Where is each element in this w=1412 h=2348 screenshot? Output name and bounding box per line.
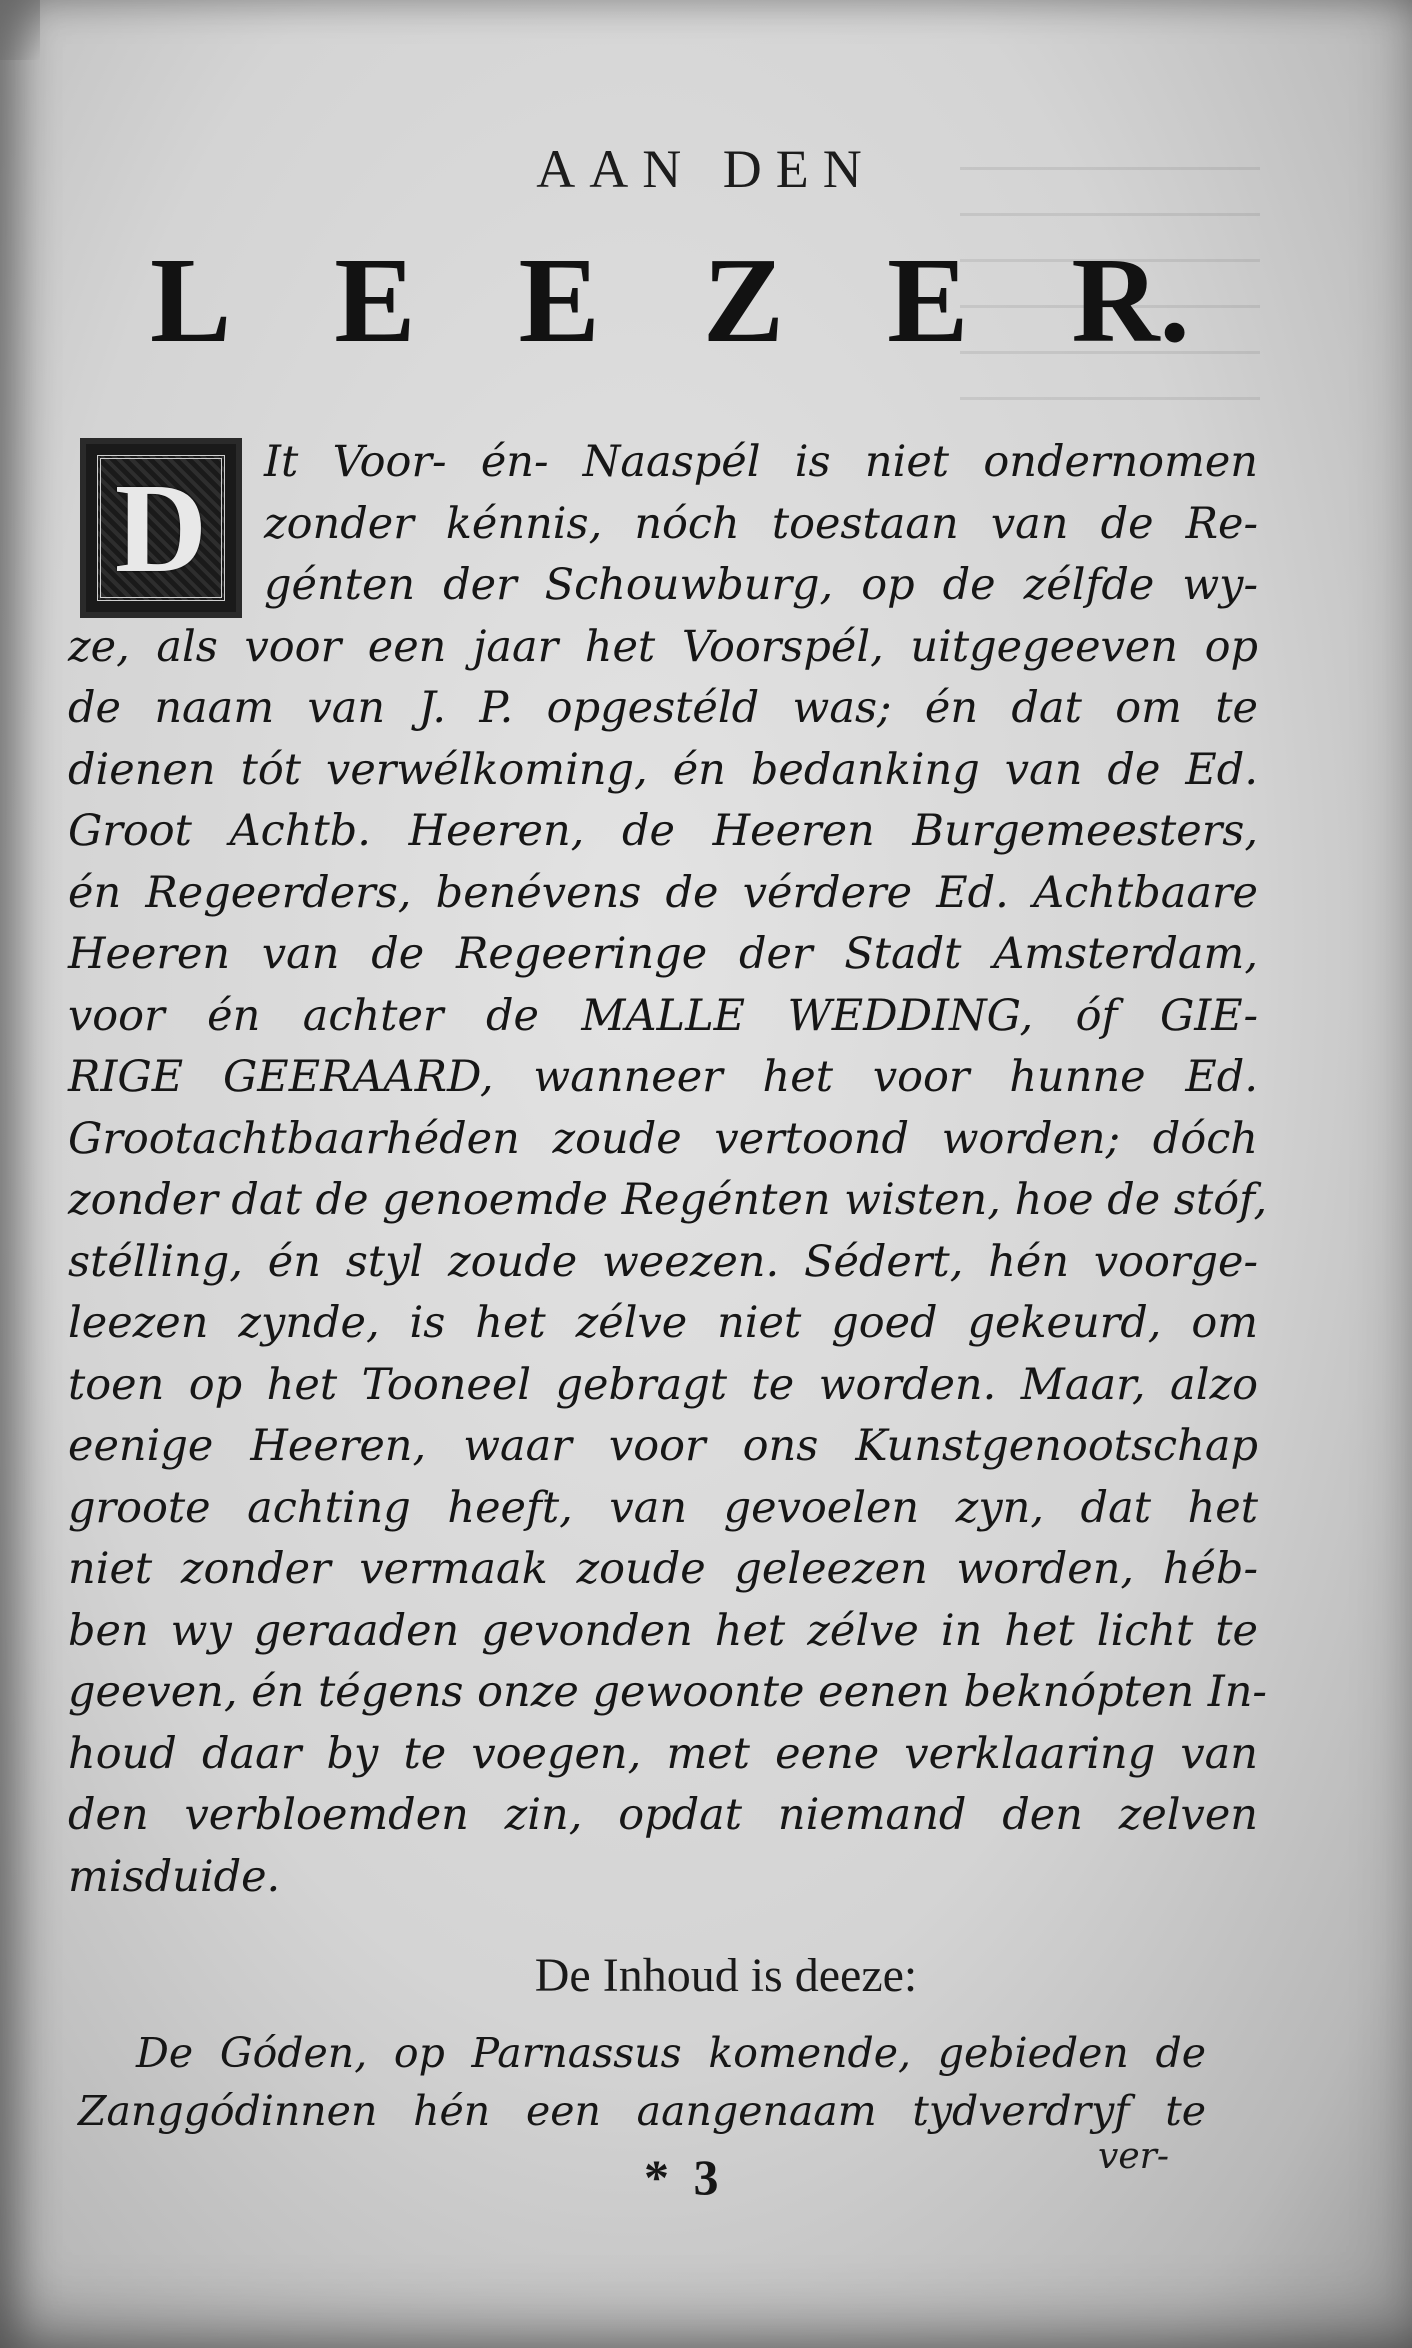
catchword: ver- [1098, 2136, 1170, 2177]
page-corner-shadow [0, 0, 40, 60]
text-line: stélling, én styl zoude weezen. Sédert, hén voorge- [68, 1236, 1258, 1287]
heading-letter: Z [702, 233, 785, 368]
text-line: RIGE GEERAARD, wanneer het voor hunne Ed. [68, 1052, 1258, 1102]
heading-letter: E [518, 233, 600, 368]
text-line: dienen tót verwélkoming, én bedanking van de Ed. [68, 744, 1258, 795]
text-line: Zanggódinnen hén een aangenaam tydverdryf te [78, 2087, 1206, 2135]
heading-aan-den: AAN DEN [536, 139, 876, 199]
text-line: zonder dat de genoemde Regénten wisten, hoe de stóf, [68, 1175, 1268, 1225]
signature-mark: * 3 [644, 2149, 725, 2205]
text-line: de naam van J. P. opgestéld was; én dat om te [68, 683, 1258, 733]
text-line: Grootachtbaarhéden zoude vertoond worden; dóch [68, 1113, 1258, 1164]
text-line: houd daar by te voegen, met eene verklaaring van [68, 1728, 1258, 1779]
body-paragraph [68, 432, 1268, 1908]
text-line: Groot Achtb. Heeren, de Heeren Burgemeesters, [68, 806, 1258, 856]
ornamental-initial-letter: D [114, 457, 208, 599]
text-line: den verbloemden zin, opdat niemand den zelven [68, 1790, 1258, 1840]
text-line: leezen zynde, is het zélve niet goed gekeurd, om [68, 1298, 1258, 1348]
text-line: én Regeerders, benévens de vérdere Ed. Achtbaare [68, 867, 1258, 918]
heading-letter: R. [1071, 233, 1190, 368]
text-line: niet zonder vermaak zoude geleezen worden, héb- [68, 1544, 1258, 1594]
text-line: eenige Heeren, waar voor ons Kunstgenootschap [68, 1421, 1258, 1471]
heading-letter: E [334, 233, 416, 368]
heading-letter: L [150, 233, 232, 368]
text-line: zonder kénnis, nóch toestaan van de Re- [264, 498, 1258, 549]
text-line: It Voor- én- Naaspél is niet ondernomen [264, 437, 1258, 487]
heading-leezer [150, 233, 1190, 368]
section-heading: De Inhoud is deeze: [534, 1949, 918, 2002]
text-line: ze, als voor een jaar het Voorspél, uitgegeeven op [68, 621, 1258, 672]
text-line: ben wy geraaden gevonden het zélve in het licht te [68, 1605, 1258, 1656]
text-line: toen op het Tooneel gebragt te worden. Maar, alzo [68, 1359, 1258, 1410]
text-line: geeven, én tégens onze gewoonte eenen beknópten In- [68, 1667, 1267, 1717]
text-line: Heeren van de Regeeringe der Stadt Amsterdam, [68, 929, 1258, 979]
summary-paragraph [78, 2024, 1206, 2140]
text-line: groote achting heeft, van gevoelen zyn, dat het [68, 1482, 1258, 1533]
text-line: misduide. [68, 1851, 281, 1902]
text-line: voor én achter de MALLE WEDDING, óf GIE- [68, 990, 1258, 1041]
text-line: génten der Schouwburg, op de zélfde wy- [264, 560, 1258, 610]
heading-letter: E [887, 233, 969, 368]
text-line: De Góden, op Parnassus komende, gebieden de [136, 2029, 1206, 2077]
